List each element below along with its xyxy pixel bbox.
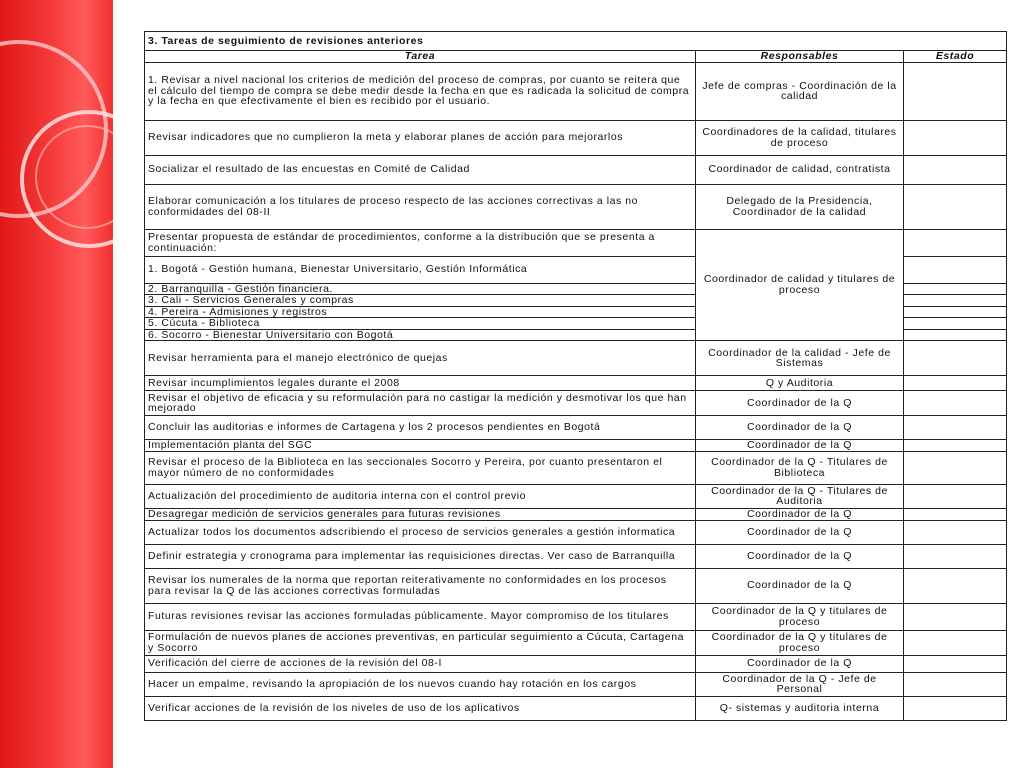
status-cell: [904, 155, 1007, 184]
status-cell: [904, 329, 1007, 341]
task-cell: Revisar herramienta para el manejo electrónico de quejas: [145, 341, 696, 376]
column-header-estado: Estado: [904, 51, 1007, 63]
status-cell: [904, 416, 1007, 440]
responsible-cell: Coordinador de la Q: [696, 544, 904, 568]
status-cell: [904, 568, 1007, 603]
status-cell: [904, 229, 1007, 256]
task-cell: Presentar propuesta de estándar de procedimientos, conforme a la distribución que se presenta a continuación:: [145, 229, 696, 256]
status-cell: [904, 655, 1007, 672]
task-cell: Elaborar comunicación a los titulares de proceso respecto de las acciones correctivas a las no conformidades del 08-II: [145, 184, 696, 229]
follow-up-tasks-panel: [144, 31, 1008, 743]
table-row: [145, 508, 1007, 520]
status-cell: [904, 283, 1007, 295]
responsible-cell: Coordinador de calidad y titulares de proceso: [696, 229, 904, 341]
responsible-cell: Coordinador de la Q: [696, 655, 904, 672]
task-cell: Revisar los numerales de la norma que reportan reiterativamente no conformidades en los procesos para revisar la Q de las acciones correctivas formuladas: [145, 568, 696, 603]
task-cell: Actualizar todos los documentos adscribiendo el proceso de servicios generales a gestión informatica: [145, 520, 696, 544]
responsible-cell: Coordinador de la Q y titulares de proceso: [696, 630, 904, 655]
table-row: [145, 655, 1007, 672]
status-cell: [904, 451, 1007, 484]
responsible-cell: Coordinador de la Q: [696, 508, 904, 520]
status-cell: [904, 520, 1007, 544]
table-title-row: [145, 32, 1007, 51]
status-cell: [904, 184, 1007, 229]
task-cell: 5. Cúcuta - Biblioteca: [145, 318, 696, 330]
status-cell: [904, 295, 1007, 307]
table-row: [145, 568, 1007, 603]
task-cell: 2. Barranquilla - Gestión financiera.: [145, 283, 696, 295]
task-cell: 1. Bogotá - Gestión humana, Bienestar Universitario, Gestión Informática: [145, 256, 696, 283]
responsible-cell: Coordinador de la Q: [696, 568, 904, 603]
task-cell: Revisar indicadores que no cumplieron la meta y elaborar planes de acción para mejorarlos: [145, 120, 696, 155]
task-cell: Socializar el resultado de las encuestas en Comité de Calidad: [145, 155, 696, 184]
table-row: [145, 229, 1007, 256]
task-cell: Verificación del cierre de acciones de la revisión del 08-I: [145, 655, 696, 672]
task-cell: Definir estrategia y cronograma para implementar las requisiciones directas. Ver caso de Barranquilla: [145, 544, 696, 568]
status-cell: [904, 696, 1007, 720]
section-title: 3. Tareas de seguimiento de revisiones anteriores: [145, 32, 1007, 51]
task-cell: Concluir las auditorias e informes de Cartagena y los 2 procesos pendientes en Bogotá: [145, 416, 696, 440]
status-cell: [904, 341, 1007, 376]
status-cell: [904, 120, 1007, 155]
task-cell: 6. Socorro - Bienestar Universitario con Bogotá: [145, 329, 696, 341]
task-cell: 3. Cali - Servicios Generales y compras: [145, 295, 696, 307]
task-cell: Futuras revisiones revisar las acciones formuladas públicamente. Mayor compromiso de los titulares: [145, 603, 696, 630]
status-cell: [904, 256, 1007, 283]
task-cell: Formulación de nuevos planes de acciones preventivas, en particular seguimiento a Cúcuta, Cartagena y Socorro: [145, 630, 696, 655]
table-row: [145, 416, 1007, 440]
responsible-cell: Coordinador de la Q - Jefe de Personal: [696, 672, 904, 696]
status-cell: [904, 603, 1007, 630]
table-row: [145, 391, 1007, 416]
responsible-cell: Coordinador de la Q: [696, 440, 904, 452]
status-cell: [904, 62, 1007, 120]
table-row: [145, 484, 1007, 508]
table-row: [145, 184, 1007, 229]
table-row: [145, 341, 1007, 376]
table-row: [145, 120, 1007, 155]
status-cell: [904, 508, 1007, 520]
status-cell: [904, 318, 1007, 330]
table-row: [145, 440, 1007, 452]
table-row: [145, 520, 1007, 544]
table-header-row: [145, 51, 1007, 63]
status-cell: [904, 630, 1007, 655]
responsible-cell: Jefe de compras - Coordinación de la calidad: [696, 62, 904, 120]
task-cell: Implementación planta del SGC: [145, 440, 696, 452]
table-row: [145, 603, 1007, 630]
table-row: [145, 62, 1007, 120]
table-row: [145, 155, 1007, 184]
table-row: [145, 630, 1007, 655]
task-cell: Revisar el objetivo de eficacia y su reformulación para no castigar la medición y desmotivar los que han mejorado: [145, 391, 696, 416]
tasks-table: [144, 31, 1007, 721]
responsible-cell: Coordinador de la Q: [696, 391, 904, 416]
responsible-cell: Coordinador de calidad, contratista: [696, 155, 904, 184]
responsible-cell: Coordinador de la Q - Titulares de Auditoria: [696, 484, 904, 508]
status-cell: [904, 391, 1007, 416]
status-cell: [904, 376, 1007, 391]
responsible-cell: Coordinador de la Q - Titulares de Biblioteca: [696, 451, 904, 484]
table-row: [145, 544, 1007, 568]
status-cell: [904, 672, 1007, 696]
task-cell: 1. Revisar a nivel nacional los criterios de medición del proceso de compras, por cuanto se reitera que el cálculo del tiempo de compra se debe medir desde la fecha en que es radicada la solicitud de compra y la fecha en que efectivamente el bien es recibido por el usuario.: [145, 62, 696, 120]
table-row: [145, 696, 1007, 720]
responsible-cell: Coordinador de la Q y titulares de proceso: [696, 603, 904, 630]
task-cell: Hacer un empalme, revisando la apropiación de los nuevos cuando hay rotación en los cargos: [145, 672, 696, 696]
responsible-cell: Coordinador de la Q: [696, 416, 904, 440]
status-cell: [904, 484, 1007, 508]
task-cell: Revisar el proceso de la Biblioteca en las seccionales Socorro y Pereira, por cuanto presentaron el mayor número de no conformidades: [145, 451, 696, 484]
responsible-cell: Q- sistemas y auditoria interna: [696, 696, 904, 720]
task-cell: 4. Pereira - Admisiones y registros: [145, 306, 696, 318]
decorative-red-sidebar: [0, 0, 113, 768]
responsible-cell: Coordinador de la Q: [696, 520, 904, 544]
task-cell: Desagregar medición de servicios generales para futuras revisiones: [145, 508, 696, 520]
column-header-responsables: Responsables: [696, 51, 904, 63]
responsible-cell: Delegado de la Presidencia, Coordinador de la calidad: [696, 184, 904, 229]
task-cell: Actualización del procedimiento de auditoria interna con el control previo: [145, 484, 696, 508]
column-header-tarea: Tarea: [145, 51, 696, 63]
status-cell: [904, 440, 1007, 452]
table-row: [145, 672, 1007, 696]
status-cell: [904, 544, 1007, 568]
responsible-cell: Coordinadores de la calidad, titulares de proceso: [696, 120, 904, 155]
task-cell: Verificar acciones de la revisión de los niveles de uso de los aplicativos: [145, 696, 696, 720]
table-row: [145, 376, 1007, 391]
status-cell: [904, 306, 1007, 318]
responsible-cell: Q y Auditoria: [696, 376, 904, 391]
task-cell: Revisar incumplimientos legales durante el 2008: [145, 376, 696, 391]
table-row: [145, 451, 1007, 484]
responsible-cell: Coordinador de la calidad - Jefe de Sistemas: [696, 341, 904, 376]
